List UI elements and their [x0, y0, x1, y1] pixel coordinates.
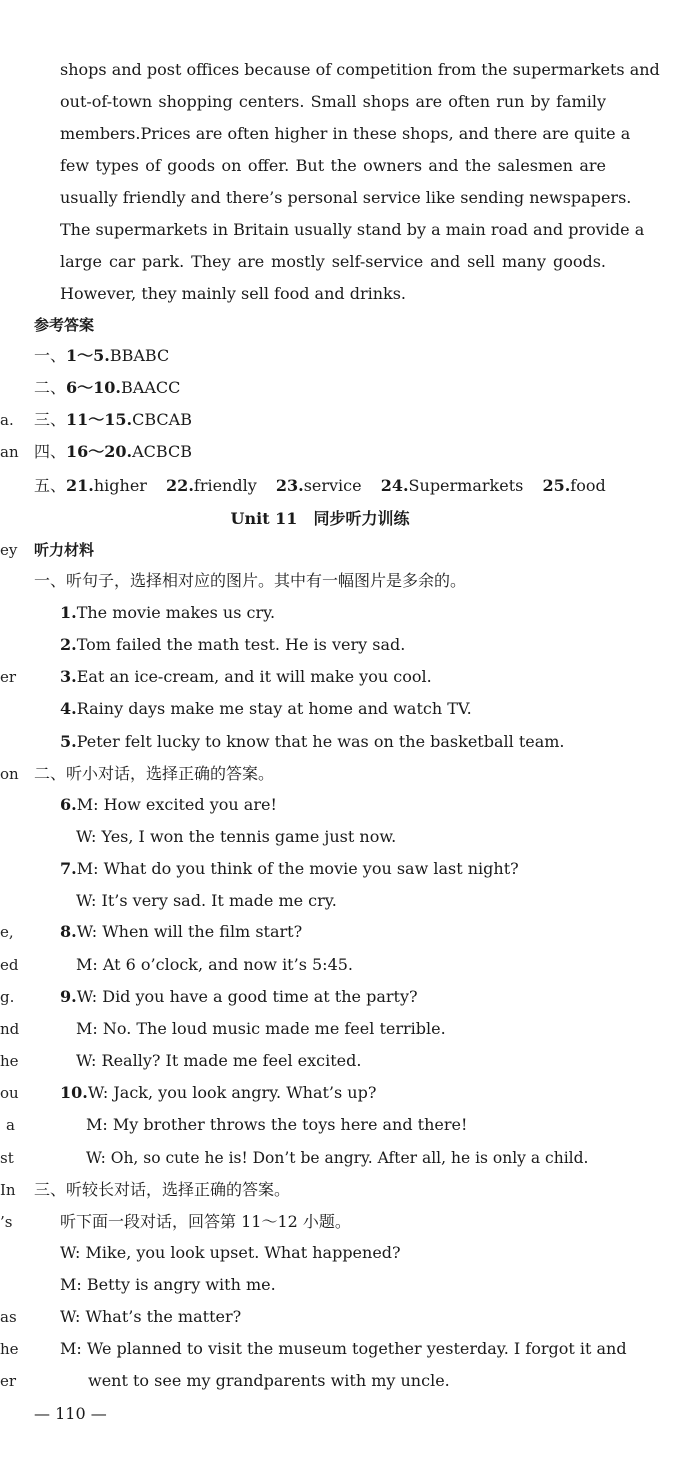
passage-line: few types of goods on offer. But the owners and the salesmen are — [60, 156, 606, 175]
answer-text: BAACC — [121, 378, 181, 397]
answer-text: CBCAB — [132, 410, 192, 429]
unit-title: Unit 11 同步听力训练 — [230, 509, 410, 528]
dialogue-text: W: When will the film start? — [76, 922, 303, 941]
margin-fragment: he — [0, 1340, 19, 1358]
answer-text: higher — [93, 476, 147, 495]
dialogue-line: M: We planned to visit the museum together yesterday. I forgot it and — [60, 1339, 627, 1358]
dialogue-text: M: At 6 o’clock, and now it’s 5:45. — [76, 955, 354, 974]
margin-fragment: on — [0, 765, 19, 783]
answer-row-5 — [34, 476, 606, 496]
answer-text: food — [570, 476, 606, 495]
item-text: Peter felt lucky to know that he was on the basketball team. — [76, 732, 565, 751]
passage-line: shops and post offices because of competition from the supermarkets and — [60, 60, 660, 79]
section3-title: 三、听较长对话，选择正确的答案。 — [34, 1180, 291, 1199]
sentence-item — [60, 635, 405, 655]
passage-line: However, they mainly sell food and drinks. — [60, 284, 407, 303]
item-text: Eat an ice-cream, and it will make you cool. — [76, 667, 432, 686]
passage-line: members.Prices are often higher in these shops, and there are quite a — [60, 124, 631, 143]
sentence-item — [60, 732, 565, 752]
margin-fragment: In — [0, 1181, 16, 1199]
item-text: Tom failed the math test. He is very sad. — [76, 635, 406, 654]
dialogue-text: W: Oh, so cute he is! Don’t be angry. After all, he is only a child. — [86, 1149, 589, 1167]
passage-line: out-of-town shopping centers. Small shops are often run by family — [60, 92, 606, 111]
dialogue-text: M: No. The loud music made me feel terrible. — [76, 1019, 446, 1038]
margin-fragment: ey — [0, 541, 18, 559]
dialogue-text: W: It’s very sad. It made me cry. — [76, 891, 337, 910]
dialogue-line — [76, 955, 353, 975]
dialogue-line — [60, 987, 418, 1007]
item-text: The movie makes us cry. — [76, 603, 276, 622]
item-number: 6. — [60, 795, 77, 814]
item-number: 3. — [60, 667, 77, 686]
item-number: 4. — [60, 699, 77, 718]
dialogue-line — [60, 859, 519, 879]
answer-row — [34, 442, 192, 462]
item-number: 8. — [60, 922, 77, 941]
dialogue-line — [60, 1083, 376, 1103]
answer-text: Supermarkets — [408, 476, 524, 495]
margin-fragment: ou — [0, 1084, 19, 1102]
margin-fragment: ed — [0, 956, 19, 974]
answer-text: BBABC — [109, 346, 170, 365]
answer-label: 四、 — [34, 442, 67, 461]
dialogue-line — [86, 1148, 588, 1168]
answer-num: 24. — [380, 476, 409, 495]
item-number: 7. — [60, 859, 77, 878]
passage-line: usually friendly and there’s personal service like sending newspapers. — [60, 188, 632, 207]
margin-fragment: er — [0, 1372, 17, 1390]
answer-range: 16～20. — [66, 442, 133, 461]
item-number: 1. — [60, 603, 77, 622]
margin-fragment: g. — [0, 988, 15, 1006]
answer-range: 11～15. — [66, 410, 133, 429]
page-number: — 110 — — [34, 1404, 107, 1423]
sentence-item — [60, 603, 275, 623]
item-number: 5. — [60, 732, 77, 751]
passage-line: large car park. They are mostly self-service and sell many goods. — [60, 252, 606, 271]
dialogue-line: went to see my grandparents with my uncle. — [88, 1371, 450, 1390]
margin-fragment: a — [6, 1116, 15, 1134]
answer-label: 五、 — [34, 476, 67, 495]
dialogue-text: W: Did you have a good time at the party? — [76, 987, 418, 1006]
margin-fragment: an — [0, 443, 19, 461]
answer-text: service — [303, 476, 362, 495]
sentence-item — [60, 667, 432, 687]
section3-intro: 听下面一段对话，回答第 11～12 小题。 — [60, 1212, 351, 1231]
sentence-item — [60, 699, 472, 719]
dialogue-line — [76, 1019, 446, 1039]
margin-fragment: e, — [0, 923, 14, 941]
dialogue-line — [60, 922, 302, 942]
answer-text: friendly — [193, 476, 257, 495]
answer-num: 25. — [542, 476, 571, 495]
answer-row — [34, 346, 169, 366]
answer-range: 6～10. — [66, 378, 121, 397]
dialogue-line: M: Betty is angry with me. — [60, 1275, 276, 1294]
dialogue-line — [60, 795, 277, 815]
item-number: 2. — [60, 635, 77, 654]
dialogue-text: M: My brother throws the toys here and there! — [86, 1115, 468, 1134]
margin-fragment: er — [0, 668, 17, 686]
answer-label: 三、 — [34, 410, 67, 429]
dialogue-text: W: Yes, I won the tennis game just now. — [76, 827, 397, 846]
margin-fragment: nd — [0, 1020, 20, 1038]
margin-fragment: st — [0, 1149, 14, 1167]
item-number: 9. — [60, 987, 77, 1006]
dialogue-text: W: Jack, you look angry. What’s up? — [87, 1083, 377, 1102]
margin-fragment: as — [0, 1308, 17, 1326]
answers-heading: 参考答案 — [34, 316, 95, 334]
listening-heading: 听力材料 — [34, 541, 95, 559]
answer-num: 21. — [66, 476, 94, 495]
dialogue-line — [76, 827, 396, 847]
dialogue-line — [86, 1115, 467, 1135]
section2-title: 二、听小对话，选择正确的答案。 — [34, 764, 275, 783]
answer-num: 23. — [275, 476, 304, 495]
margin-fragment: a. — [0, 411, 14, 429]
dialogue-line — [76, 1051, 361, 1071]
answer-row — [34, 378, 180, 398]
answer-text: ACBCB — [132, 442, 192, 461]
dialogue-line: W: What’s the matter? — [60, 1307, 242, 1326]
dialogue-text: M: What do you think of the movie you saw last night? — [76, 859, 519, 878]
answer-label: 二、 — [34, 378, 67, 397]
answer-num: 22. — [166, 476, 194, 495]
passage-line: The supermarkets in Britain usually stand by a main road and provide a — [60, 220, 645, 239]
margin-fragment: he — [0, 1052, 19, 1070]
dialogue-line: W: Mike, you look upset. What happened? — [60, 1243, 401, 1262]
answer-label: 一、 — [34, 346, 67, 365]
answer-row — [34, 410, 192, 430]
dialogue-text: M: How excited you are! — [76, 795, 277, 814]
item-text: Rainy days make me stay at home and watch TV. — [76, 699, 472, 718]
section1-title: 一、听句子，选择相对应的图片。其中有一幅图片是多余的。 — [34, 571, 467, 590]
dialogue-line — [76, 891, 337, 911]
dialogue-text: W: Really? It made me feel excited. — [76, 1051, 362, 1070]
answer-range: 1～5. — [66, 346, 110, 365]
margin-fragment: ’s — [0, 1213, 13, 1231]
item-number: 10. — [60, 1083, 88, 1102]
